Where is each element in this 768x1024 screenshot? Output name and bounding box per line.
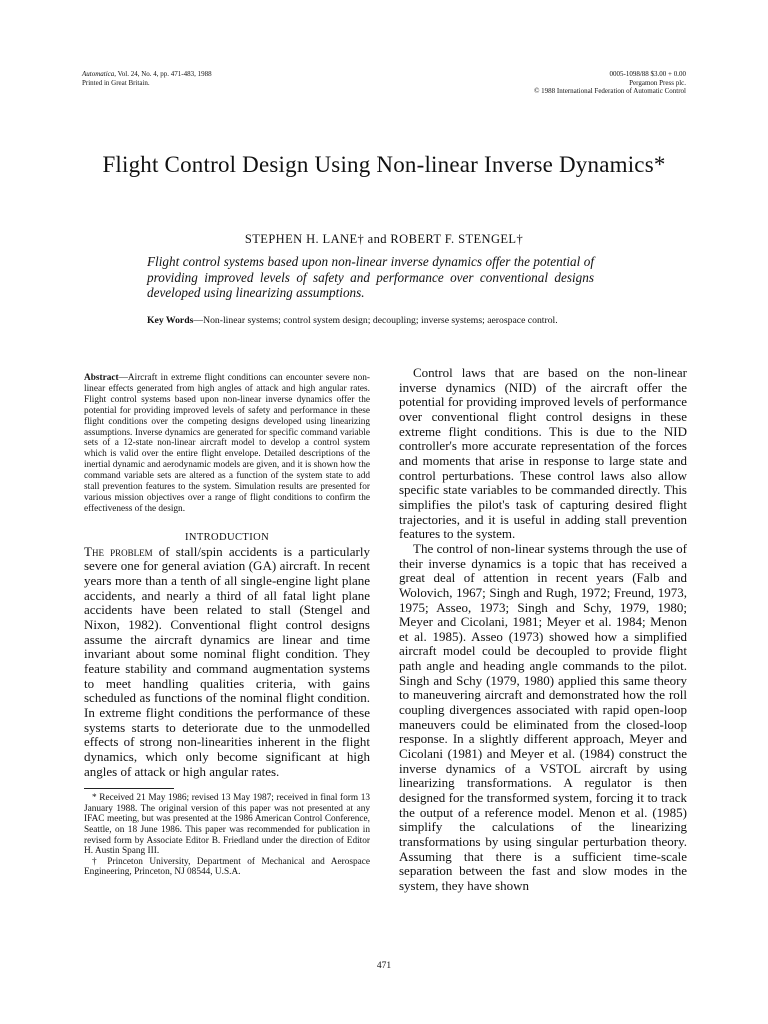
introduction-heading: INTRODUCTION [184, 531, 270, 543]
page-number: 471 [376, 961, 392, 971]
key-words-text: —Non-linear systems; control system design; decoupling; inverse systems; aerospace control. [193, 315, 558, 326]
body-paragraph-2: The control of non-linear systems through the use of their inverse dynamics is a topic that has received a great deal of attention in recent years (Falb and Wolovich, 1967; Singh and Rugh, 1972; Freund, 1973, 1975; Asseo, 1973; Singh and Schy, 1979, 1980; Meyer and Cicolani, 1981; Meyer et al. 1984; Menon et al. 1985). Asseo (1973) showed how a simplified aircraft model could be decoupled to provide flight path angle and heading angle commands to the pilot. Singh and Schy (1979, 1980) applied this same theory to maneuvering aircraft and demonstrated how the roll coupling divergences associated with rapid open-loop maneuvers could be eliminated from the closed-loop response. In a slightly different approach, Meyer and Cicolani (1981) and Meyer et al. (1984) construct the inverse dynamics of a VSTOL aircraft by using linearizing transformations. A regulator is then designed for the transformed system, forcing it to track the output of a reference model. Menon et al. (1985) simplify the calculations of the linearizing transformations by using singular perturbation theory. Assuming that there is a sufficient time-scale separation between the fast and slow modes in the system, they have shown [399, 540, 687, 893]
footnote-divider [84, 788, 174, 789]
abstract [84, 373, 370, 515]
abstract-label: Abstract [84, 373, 119, 383]
key-words [147, 315, 622, 326]
introduction-text: of stall/spin accidents is a particularly severe one for general aviation (GA) aircraft. In recent years more than a tenth of all single-engine light plane accidents, and nearly a third of all fatal light plane accidents have been related to stall (Stengel and Nixon, 1982). Conventional flight control designs assume the aircraft dynamics are linear and time invariant about some nominal flight condition. They feature stability and command augmentation systems to meet handling qualities criteria, with gains scheduled as functions of the nominal flight condition. In extreme flight conditions the performance of these systems starts to deteriorate due to the unmodelled effects of strong non-linearities inherent in the flight dynamics, which only become significant at high angles of attack or high angular rates. [84, 543, 371, 779]
journal-name: Automatica, [82, 70, 117, 78]
price-code: 0005-1098/88 $3.00 + 0.00 [609, 70, 686, 78]
introduction-paragraph [84, 545, 370, 780]
journal-header [82, 70, 212, 87]
abstract-text: —Aircraft in extreme flight conditions can encounter severe non-linear effects generated from high angles of attack and high angular rates. Flight control systems based upon non-linear inverse dynamics offer the potential for providing improved levels of safety and performance in these flight conditions over the competing designs developed using linearizing assumptions. Inverse dynamics are generated for specific command variable sets of a 12-state non-linear aircraft model to develop a control system which is valid over the entire flight envelope. Detailed descriptions of the inertial dynamic and aerodynamic models are given, and it is shown how the command variable sets are altered as a function of the system state to add stall prevention features to the system. Simulation results are presented for various mission objectives over a range of flight conditions to confirm the effectiveness of the design. [84, 373, 370, 514]
right-column [399, 366, 687, 894]
body-paragraph-1: Control laws that are based on the non-linear inverse dynamics (NID) of the aircraft offer the potential for providing improved levels of performance over conventional flight control designs in these extreme flight conditions. This is due to the NID controller's more accurate representation of the forces and moments that arise in response to large state and control perturbations. These control laws also allow specific state variables to be commanded directly. This simplifies the pilot's task of capturing desired flight trajectories, and it is useful in adding stall prevention features to the system. [399, 365, 687, 542]
copyright-line: © 1988 International Federation of Automatic Control [534, 87, 686, 95]
publisher-name: Pergamon Press plc. [629, 78, 686, 87]
printed-note: Printed in Great Britain. [82, 78, 150, 87]
introduction-lead-in: The problem [84, 543, 153, 559]
paper-title: Flight Control Design Using Non-linear Inverse Dynamics* [102, 152, 666, 177]
publisher-header [534, 70, 686, 96]
footnote-affiliation: † Princeton University, Department of Mechanical and Aerospace Engineering, Princeton, NJ 08544, U.S.A. [84, 856, 370, 878]
lead-summary: Flight control systems based upon non-linear inverse dynamics offer the potential of providing improved levels of safety and performance over conventional designs developed using linearizing assumptions. [147, 254, 594, 300]
footnote-received: * Received 21 May 1986; revised 13 May 1987; received in final form 13 January 1988. The original version of this paper was not presented at any IFAC meeting, but was presented at the 1986 American Control Conference, Seattle, on 18 June 1986. This paper was recommended for publication in revised form by Associate Editor B. Friedland under the direction of Editor H. Austin Spang III. [84, 793, 370, 857]
left-column [84, 373, 370, 878]
key-words-label: Key Words [147, 315, 194, 326]
volume-info: Vol. 24, No. 4, pp. 471-483, 1988 [117, 70, 212, 78]
paper-authors: STEPHEN H. LANE† and ROBERT F. STENGEL† [244, 232, 524, 246]
